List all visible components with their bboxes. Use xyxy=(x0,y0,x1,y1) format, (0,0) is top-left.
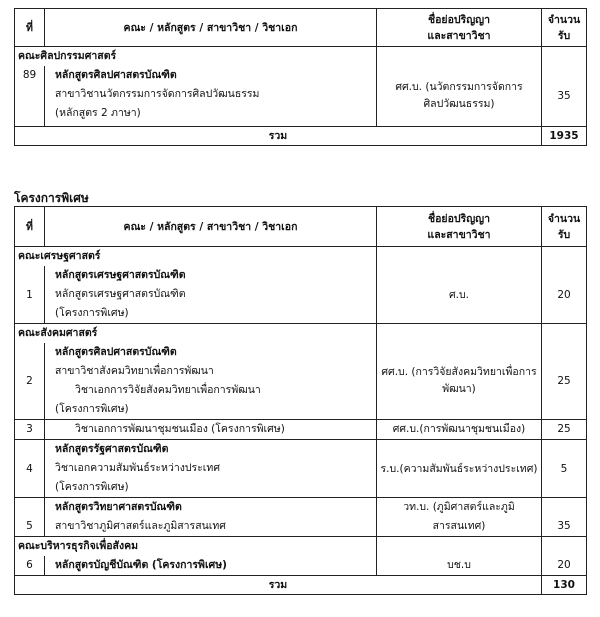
program-cell: หลักสูตรเศรษฐศาสตรบัณฑิต หลักสูตรเศรษฐศาสตรบัณฑิต (โครงการพิเศษ) xyxy=(45,266,377,324)
header-degree: ชื่อย่อปริญญา และสาขาวิชา xyxy=(377,207,542,247)
row-number: 5 xyxy=(15,498,45,537)
program-cell: หลักสูตรวิทยาศาสตรบัณฑิต สาขาวิชาภูมิศาสตร์และภูมิสารสนเทศ xyxy=(45,498,377,537)
program-cell: หลักสูตรบัญชีบัณฑิต (โครงการพิเศษ) xyxy=(45,556,377,576)
table-art-faculty xyxy=(14,8,587,146)
degree-cell: วท.บ. (ภูมิศาสตร์และภูมิสารสนเทศ) xyxy=(377,498,542,537)
total-label: รวม xyxy=(15,126,542,145)
faculty-name: คณะสังคมศาสตร์ xyxy=(15,324,377,344)
row-number: 2 xyxy=(15,343,45,420)
header-count: จำนวน รับ xyxy=(542,207,587,247)
total-count: 130 xyxy=(542,576,587,595)
program-cell: หลักสูตรรัฐศาสตรบัณฑิต วิชาเอกความสัมพันธ์ระหว่างประเทศ (โครงการพิเศษ) xyxy=(45,440,377,498)
row-number: 1 xyxy=(15,266,45,324)
degree-cell: ร.บ.(ความสัมพันธ์ระหว่างประเทศ) xyxy=(377,440,542,498)
header-program: คณะ / หลักสูตร / สาขาวิชา / วิชาเอก xyxy=(45,207,377,247)
header-no: ที่ xyxy=(15,207,45,247)
count-cell: 20 xyxy=(542,556,587,576)
degree-cell: ศ.บ. xyxy=(377,266,542,324)
header-degree: ชื่อย่อปริญญา และสาขาวิชา xyxy=(377,9,542,47)
row-number: 89 xyxy=(15,66,45,126)
row-number: 6 xyxy=(15,556,45,576)
degree-cell: ศศ.บ. (นวัตกรรมการจัดการ ศิลปวัฒนธรรม) xyxy=(377,66,542,126)
section-title: โครงการพิเศษ xyxy=(14,191,89,205)
row-number: 3 xyxy=(15,420,45,440)
degree-cell: ศศ.บ. (การวิจัยสังคมวิทยาเพื่อการ พัฒนา) xyxy=(377,343,542,420)
count-cell: 35 xyxy=(542,498,587,537)
degree-cell: ศศ.บ.(การพัฒนาชุมชนเมือง) xyxy=(377,420,542,440)
total-label: รวม xyxy=(15,576,542,595)
faculty-name: คณะเศรษฐศาสตร์ xyxy=(15,247,377,267)
count-cell: 20 xyxy=(542,266,587,324)
row-number: 4 xyxy=(15,440,45,498)
program-cell: หลักสูตรศิลปศาสตรบัณฑิต สาขาวิชานวัตกรรมการจัดการศิลปวัฒนธรรม (หลักสูตร 2 ภาษา) xyxy=(45,66,377,126)
count-cell: 5 xyxy=(542,440,587,498)
total-count: 1935 xyxy=(542,126,587,145)
degree-cell: บช.บ xyxy=(377,556,542,576)
count-cell: 35 xyxy=(542,66,587,126)
faculty-name: คณะศิลปกรรมศาสตร์ xyxy=(15,47,377,67)
header-count: จำนวน รับ xyxy=(542,9,587,47)
header-program: คณะ / หลักสูตร / สาขาวิชา / วิชาเอก xyxy=(45,9,377,47)
program-cell: หลักสูตรศิลปศาสตรบัณฑิต สาขาวิชาสังคมวิทยาเพื่อการพัฒนา วิชาเอกการวิจัยสังคมวิทยาเพื่อการพัฒนา (โครงการพิเศษ) xyxy=(45,343,377,420)
program-cell: วิชาเอกการพัฒนาชุมชนเมือง (โครงการพิเศษ) xyxy=(45,420,377,440)
count-cell: 25 xyxy=(542,420,587,440)
table-special-programs xyxy=(14,206,587,595)
header-no: ที่ xyxy=(15,9,45,47)
count-cell: 25 xyxy=(542,343,587,420)
faculty-name: คณะบริหารธุรกิจเพื่อสังคม xyxy=(15,537,377,557)
